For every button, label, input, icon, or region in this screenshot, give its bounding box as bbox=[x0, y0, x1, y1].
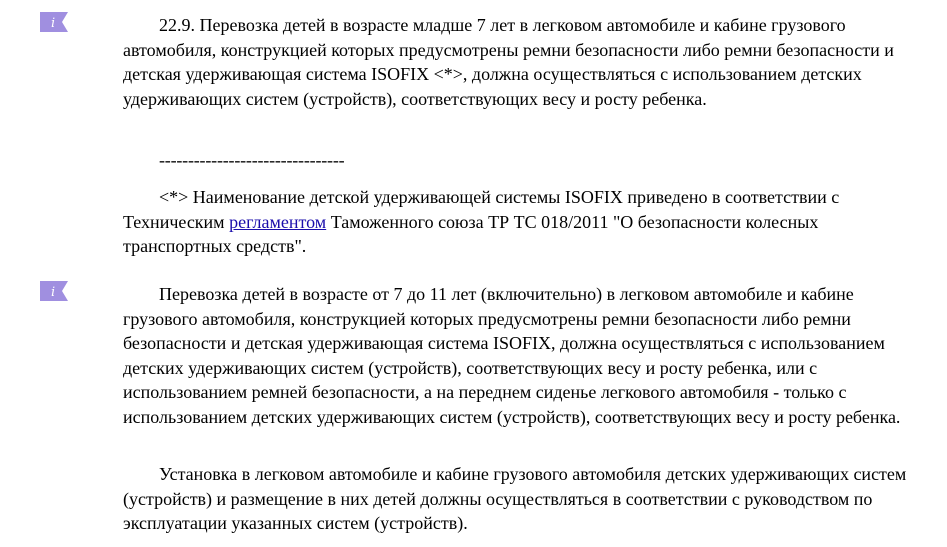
info-icon-shape bbox=[40, 281, 68, 301]
info-icon-shape bbox=[40, 12, 68, 32]
svg-text:i: i bbox=[51, 16, 56, 31]
section-1 bbox=[123, 13, 929, 111]
info-comment-icon[interactable] bbox=[40, 281, 68, 301]
footnote-text bbox=[123, 185, 929, 259]
paragraph-age-7-11: Перевозка детей в возрасте от 7 до 11 лет (включительно) в легковом автомобиле и кабине грузового автомобиля, конструкцией которых предусмотрены ремни безопасности либо ремни безопасности и детская удерживающая система ISOFIX, должна осуществляться с использованием детских удерживающих систем (устройств), соответствующих весу и росту ребенка, или с использованием ремней безопасности, а на переднем сиденье легкового автомобиля - только с использованием детских удерживающих систем (устройств), соответствующих весу и росту ребенка. bbox=[123, 284, 901, 427]
regulation-link[interactable]: регламентом bbox=[229, 211, 327, 232]
footnote-text-before: <*> Наименование детской удерживающей системы ISOFIX приведено в соответствии с Техническим bbox=[123, 187, 840, 232]
footnote-separator: -------------------------------- bbox=[159, 150, 345, 170]
section-2-installation bbox=[123, 462, 929, 536]
footnote bbox=[123, 185, 929, 259]
svg-text:i: i bbox=[51, 285, 56, 300]
info-comment-icon[interactable] bbox=[40, 12, 68, 32]
paragraph-installation: Установка в легковом автомобиле и кабине грузового автомобиля детских удерживающих систем (устройств) и размещение в них детей должны осуществляться в соответствии с руководством по эксплуатации указанных систем (устройств). bbox=[123, 464, 907, 533]
footnote-text-after: Таможенного союза ТР ТС 018/2011 "О безопасности колесных транспортных средств". bbox=[123, 211, 819, 256]
section-2 bbox=[123, 282, 929, 429]
paragraph-22-9: 22.9. Перевозка детей в возрасте младше 7 лет в легковом автомобиле и кабине грузового автомобиля, конструкцией которых предусмотрены ремни безопасности либо ремни безопасности и детская удерживающая система ISOFIX <*>, должна осуществляться с использованием детских удерживающих систем (устройств), соответствующих весу и росту ребенка. bbox=[123, 15, 894, 109]
